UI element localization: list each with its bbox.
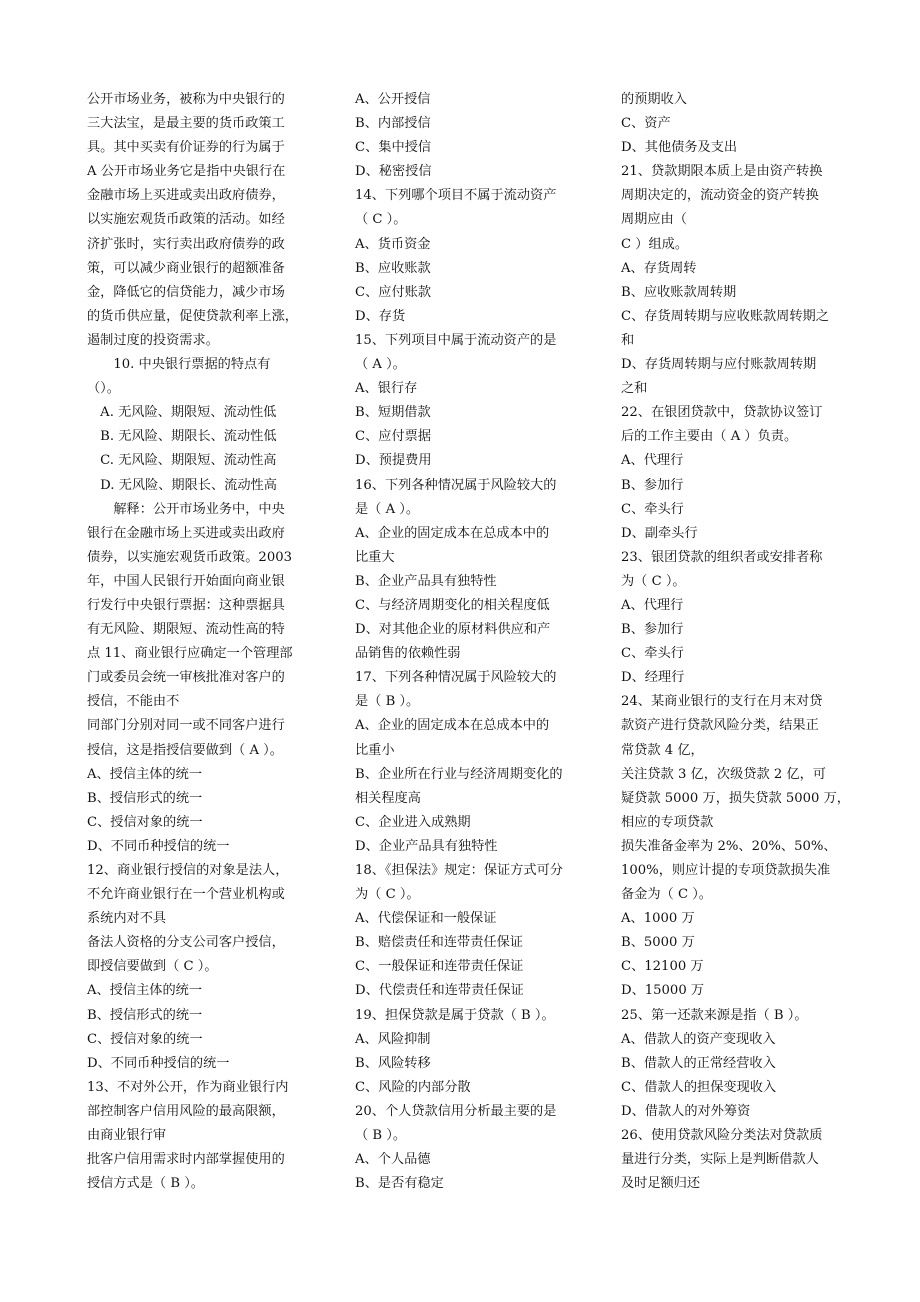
text-line: A、代理行: [621, 597, 684, 613]
text-line: A、授信主体的统一: [87, 766, 203, 782]
text-line: （ C ）。: [355, 212, 407, 228]
text-line: D、副牵头行: [621, 525, 698, 541]
text-line: 100%，则应计提的专项贷款损失准: [621, 863, 831, 878]
text-line: C、牵头行: [621, 646, 684, 662]
text-line: C、资产: [621, 116, 671, 132]
text-line: 相关程度高: [355, 790, 421, 806]
text-line: 之和: [621, 381, 648, 397]
text-line: A、风险抑制: [355, 1031, 431, 1047]
text-line: B、是否有稳定: [355, 1176, 444, 1192]
text-line: A、货币资金: [355, 236, 431, 252]
text-line: 公开市场业务，被称为中央银行的: [87, 92, 285, 107]
text-line: 23、银团贷款的组织者或安排者称: [621, 549, 823, 565]
text-line: 同部门分别对同一或不同客户进行: [87, 718, 285, 734]
text-line: 24、某商业银行的支行在月末对贷: [621, 694, 823, 710]
text-line: C、存货周转期与应收账款周转期之: [621, 308, 829, 324]
text-line: B、内部授信: [355, 116, 431, 132]
text-line: D、企业产品具有独特性: [355, 838, 498, 854]
text-line: C、借款人的担保变现收入: [621, 1079, 777, 1095]
text-line: 系统内对不具: [87, 911, 167, 927]
text-line: 26、使用贷款风险分类法对贷款质: [621, 1128, 823, 1144]
text-line: 金融市场上买进或卖出政府债券，: [87, 188, 285, 204]
text-line: A、公开授信: [355, 92, 431, 107]
text-line: 后的工作主要由（ A ）负责。: [621, 429, 798, 445]
text-line: B、赔偿责任和连带责任保证: [355, 935, 523, 951]
text-line: 是（ B ）。: [355, 694, 420, 710]
text-line: C、应付账款: [355, 284, 432, 300]
text-line: 比重大: [355, 549, 395, 565]
text-line: B、应收账款周转期: [621, 284, 737, 300]
text-line: 债券，以实施宏观货币政策。2003: [87, 549, 292, 565]
text-line: 10. 中央银行票据的特点有: [87, 357, 271, 373]
text-line: D、秘密授信: [355, 164, 432, 180]
text-line: C、风险的内部分散: [355, 1079, 471, 1095]
text-line: D、不同币种授信的统一: [87, 838, 230, 854]
text-line: A、银行存: [355, 381, 418, 397]
text-line: 门或委员会统一审核批准对客户的: [87, 670, 285, 686]
text-line: C、授信对象的统一: [87, 814, 203, 830]
text-line: C、与经济周期变化的相关程度低: [355, 597, 550, 613]
text-line: D、不同币种授信的统一: [87, 1055, 230, 1071]
text-line: B、参加行: [621, 477, 684, 493]
text-line: 12、商业银行授信的对象是法人，: [87, 863, 289, 878]
text-line: A、代理行: [621, 453, 684, 469]
text-line: 备法人资格的分支公司客户授信，: [87, 935, 285, 951]
text-line: 金，降低它的信贷能力，减少市场: [87, 284, 285, 300]
text-line: 18、《担保法》规定：保证方式可分: [355, 863, 563, 878]
text-line: 款资产进行贷款风险分类，结果正: [621, 718, 819, 734]
text-line: 以实施宏观货币政策的活动。如经: [87, 212, 285, 228]
text-line: C ）组成。: [621, 236, 689, 252]
text-line: A、企业的固定成本在总成本中的: [355, 718, 550, 734]
text-line: 的货币供应量，促使贷款利率上涨，: [87, 308, 298, 324]
text-line: 年，中国人民银行开始面向商业银: [87, 573, 285, 589]
text-line: B、借款人的正常经营收入: [621, 1055, 776, 1071]
text-line: （）。: [87, 381, 120, 397]
text-line: D、预提费用: [355, 453, 432, 469]
text-line: 21、贷款期限本质上是由资产转换: [621, 164, 823, 180]
text-line: 和: [621, 332, 635, 348]
text-line: 即授信要做到（ C ）。: [87, 959, 218, 975]
text-line: 的预期收入: [621, 92, 687, 107]
text-line: D、对其他企业的原材料供应和产: [355, 622, 551, 638]
text-line: C、一般保证和连带责任保证: [355, 959, 524, 975]
text-column-1: [87, 88, 317, 1196]
text-line: 相应的专项贷款: [621, 814, 714, 830]
text-line: C、集中授信: [355, 140, 432, 156]
text-line: 遏制过度的投资需求。: [87, 332, 219, 348]
text-line: B、应收账款: [355, 260, 431, 276]
text-line: D、代偿责任和连带责任保证: [355, 983, 524, 999]
text-line: 部控制客户信用风险的最高限额，: [87, 1103, 285, 1119]
text-line: B、短期借款: [355, 405, 431, 421]
text-line: 15、下列项目中属于流动资产的是: [355, 332, 557, 348]
text-line: 疑贷款 5000 万，损失贷款 5000 万，: [621, 790, 850, 806]
text-column-3: [621, 88, 851, 1196]
text-line: 有无风险、期限短、流动性高的特: [87, 622, 285, 638]
text-line: 13、不对外公开，作为商业银行内: [87, 1079, 289, 1095]
text-line: 14、下列哪个项目不属于流动资产: [355, 188, 557, 204]
text-line: （ B ）。: [355, 1128, 407, 1144]
text-line: 具。其中买卖有价证券的行为属于: [87, 140, 285, 156]
text-line: B、企业产品具有独特性: [355, 573, 497, 589]
text-line: A、借款人的资产变现收入: [621, 1031, 776, 1047]
text-line: D. 无风险、期限长、流动性高: [87, 477, 277, 493]
text-line: B. 无风险、期限长、流动性低: [87, 429, 277, 445]
text-line: 授信，不能由不: [87, 694, 180, 710]
text-line: C、企业进入成熟期: [355, 814, 471, 830]
text-line: A、存货周转: [621, 260, 697, 276]
text-line: （ A ）。: [355, 357, 406, 373]
text-line: 济扩张时，实行卖出政府债券的政: [87, 236, 285, 252]
text-line: B、风险转移: [355, 1055, 431, 1071]
text-line: 为（ C ）。: [355, 887, 420, 903]
text-line: 周期决定的，流动资金的资产转换: [621, 188, 819, 204]
text-line: 17、下列各种情况属于风险较大的: [355, 670, 557, 686]
text-line: D、存货: [355, 308, 406, 324]
text-line: B、5000 万: [621, 935, 695, 951]
text-line: D、存货周转期与应付账款周转期: [621, 357, 817, 373]
text-line: 是（ A ）。: [355, 501, 420, 517]
text-line: 品销售的依赖性弱: [355, 646, 461, 662]
text-line: 银行在金融市场上买进或卖出政府: [87, 525, 285, 541]
text-line: D、经理行: [621, 670, 685, 686]
text-line: 16、下列各种情况属于风险较大的: [355, 477, 557, 493]
text-line: A、1000 万: [621, 911, 695, 927]
text-line: 授信方式是（ B ）。: [87, 1176, 204, 1192]
text-line: A、授信主体的统一: [87, 983, 203, 999]
text-line: B、企业所在行业与经济周期变化的: [355, 766, 563, 782]
text-line: 不允许商业银行在一个营业机构或: [87, 887, 285, 903]
text-line: 25、第一还款来源是指（ B ）。: [621, 1007, 808, 1023]
text-line: 19、担保贷款是属于贷款（ B ）。: [355, 1007, 555, 1023]
text-line: C、12100 万: [621, 959, 704, 975]
text-line: 备金为（ C ）。: [621, 887, 712, 903]
text-line: 三大法宝，是最主要的货币政策工: [87, 116, 285, 132]
text-line: 行发行中央银行票据：这种票据具: [87, 597, 285, 613]
text-line: B、参加行: [621, 622, 684, 638]
text-column-2: [355, 88, 585, 1196]
text-line: A 公开市场业务它是指中央银行在: [87, 164, 286, 180]
text-line: 周期应由（: [621, 212, 687, 228]
text-line: C、牵头行: [621, 501, 684, 517]
text-line: A、代偿保证和一般保证: [355, 911, 497, 927]
text-line: 策，可以减少商业银行的超额准备: [87, 260, 285, 276]
text-line: 量进行分类，实际上是判断借款人: [621, 1152, 819, 1168]
text-line: 为（ C ）。: [621, 573, 686, 589]
text-line: C、授信对象的统一: [87, 1031, 203, 1047]
text-line: B、授信形式的统一: [87, 790, 203, 806]
text-line: 批客户信用需求时内部掌握使用的: [87, 1152, 285, 1168]
text-line: 授信，这是指授信要做到（ A ）。: [87, 742, 283, 758]
text-line: 由商业银行审: [87, 1128, 167, 1144]
text-line: 比重小: [355, 742, 395, 758]
text-line: D、其他债务及支出: [621, 140, 738, 156]
text-line: 常贷款 4 亿，: [621, 742, 704, 758]
text-line: B、授信形式的统一: [87, 1007, 203, 1023]
text-line: C、应付票据: [355, 429, 432, 445]
text-line: A. 无风险、期限短、流动性低: [87, 405, 277, 421]
text-line: 关注贷款 3 亿，次级贷款 2 亿，可: [621, 766, 826, 782]
text-line: D、15000 万: [621, 983, 705, 999]
text-line: C. 无风险、期限短、流动性高: [87, 453, 277, 469]
text-line: D、借款人的对外筹资: [621, 1103, 751, 1119]
text-line: 点 11、商业银行应确定一个管理部: [87, 646, 293, 662]
text-line: 22、在银团贷款中，贷款协议签订: [621, 405, 823, 421]
text-line: A、个人品德: [355, 1152, 431, 1168]
text-line: 解释：公开市场业务中，中央: [87, 501, 285, 517]
text-line: 及时足额归还: [621, 1176, 701, 1192]
text-line: 损失准备金率为 2%、20%、50%、: [621, 838, 837, 854]
text-line: A、企业的固定成本在总成本中的: [355, 525, 550, 541]
text-line: 20、个人贷款信用分析最主要的是: [355, 1103, 557, 1119]
